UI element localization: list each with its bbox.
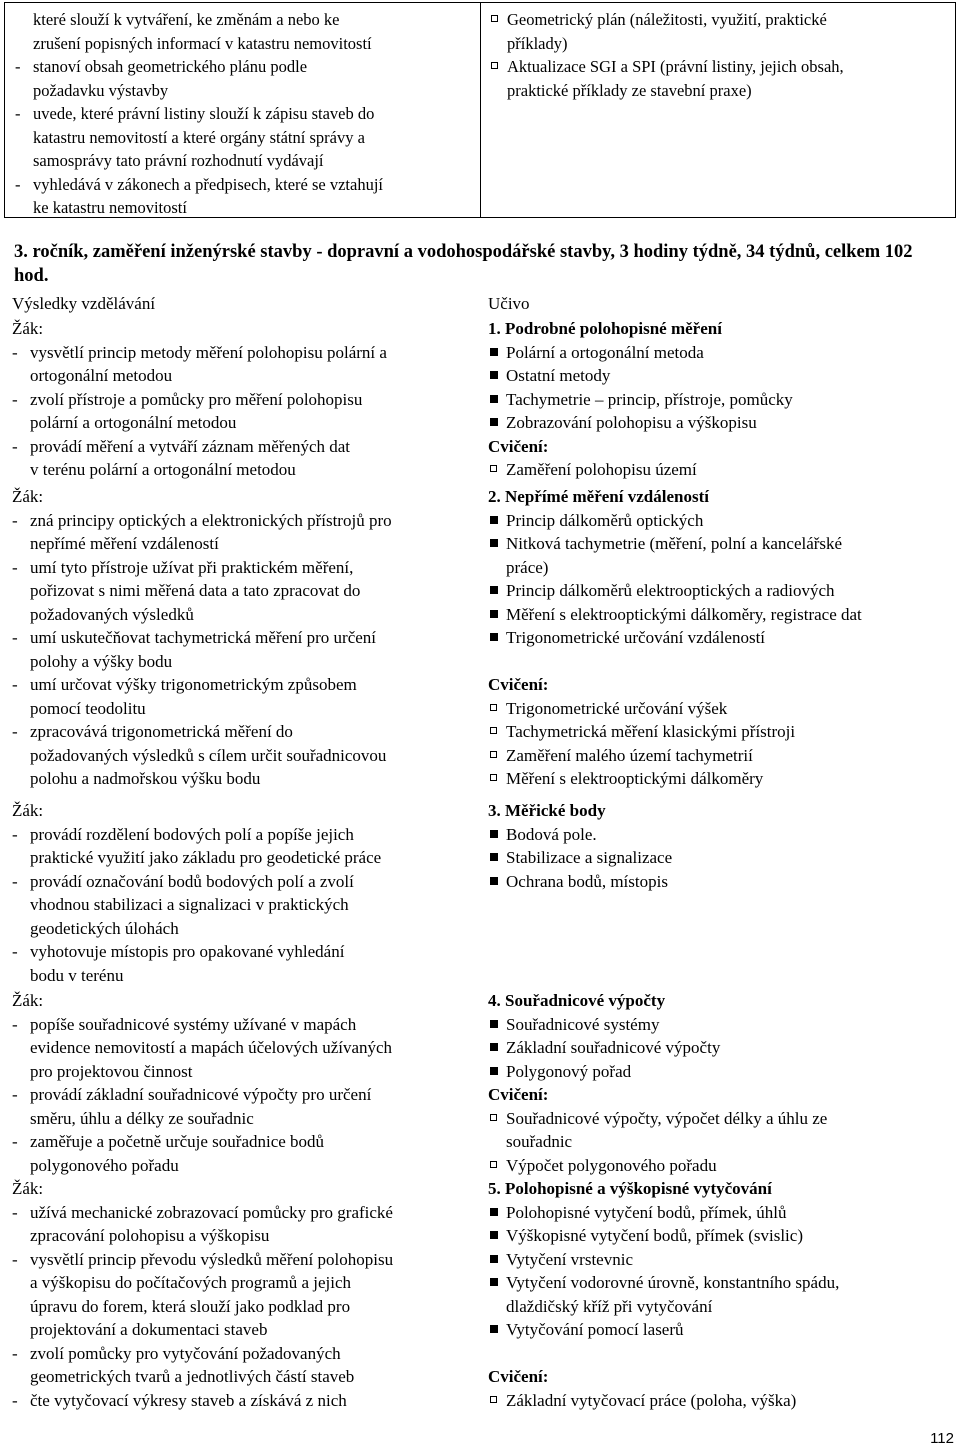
outcome-line bbox=[15, 102, 480, 126]
topic-title: 2. Nepřímé měření vzdáleností bbox=[488, 487, 709, 506]
curriculum-item bbox=[488, 1013, 950, 1037]
outcome-line-text: uvede, které právní listiny slouží k zápisu staveb do bbox=[33, 104, 375, 123]
curriculum-item bbox=[488, 823, 950, 847]
page-number: 112 bbox=[930, 1430, 954, 1447]
outcome-line: směru, úhlu a délky ze souřadnic bbox=[30, 1108, 254, 1128]
outcome-line bbox=[15, 55, 480, 79]
outcomes-group bbox=[12, 317, 480, 482]
curriculum-item bbox=[488, 697, 950, 721]
outcome-line: požadovaných výsledků s cílem určit souřadnicovou bbox=[30, 745, 387, 765]
curriculum-item bbox=[488, 1154, 950, 1178]
curriculum-item bbox=[488, 388, 950, 412]
previous-table-end bbox=[4, 2, 956, 218]
list-dash: - bbox=[12, 389, 18, 409]
exercise-label: Cvičení: bbox=[488, 1367, 549, 1386]
outcome-line-text: zná principy optických a elektronických přístrojů pro bbox=[30, 510, 392, 530]
list-dash: - bbox=[15, 174, 21, 194]
square-bullet-icon bbox=[488, 1013, 506, 1037]
curriculum-item-text: Vytyčení vodorovné úrovně, konstantního spádu, bbox=[506, 1273, 840, 1292]
curriculum-item bbox=[488, 1107, 950, 1131]
outcome-line bbox=[12, 940, 480, 964]
outcome-line-text: užívá mechanické zobrazovací pomůcky pro grafické bbox=[30, 1202, 393, 1222]
outcome-line bbox=[12, 1342, 480, 1366]
list-dash: - bbox=[12, 824, 18, 844]
curriculum-item bbox=[488, 579, 950, 603]
outcome-line: polygonového pořadu bbox=[30, 1155, 179, 1175]
curriculum-item bbox=[488, 458, 950, 482]
curriculum-item-text: Výškopisné vytyčení bodů, přímek (svislic) bbox=[506, 1226, 803, 1245]
square-bullet-icon bbox=[488, 626, 506, 650]
list-dash: - bbox=[12, 1343, 18, 1363]
outcome-line bbox=[12, 1083, 480, 1107]
outcome-line: praktické využití jako základu pro geodetické práce bbox=[30, 848, 382, 867]
curriculum-item-text: Polární a ortogonální metoda bbox=[506, 342, 704, 362]
outcome-line-text: zpracovává trigonometrická měření do bbox=[30, 722, 293, 741]
exercise-label: Cvičení: bbox=[488, 436, 549, 456]
curriculum-item-text: Zobrazování polohopisu a výškopisu bbox=[506, 413, 757, 432]
square-bullet-icon bbox=[488, 364, 506, 388]
student-label: Žák: bbox=[12, 801, 44, 820]
outcome-line: zpracování polohopisu a výškopisu bbox=[30, 1226, 270, 1245]
outcome-line: které slouží k vytváření, ke změnám a nebo ke bbox=[33, 10, 340, 29]
curriculum-item bbox=[488, 1201, 950, 1225]
curriculum-item-text: příklady) bbox=[507, 33, 568, 53]
curriculum-item-text: Měření s elektrooptickými dálkoměry bbox=[506, 769, 764, 788]
curriculum-item-text: Výpočet polygonového pořadu bbox=[506, 1155, 717, 1175]
curriculum-item bbox=[488, 364, 950, 388]
hollow-square-bullet-icon bbox=[488, 1389, 506, 1413]
hollow-square-bullet-icon bbox=[489, 8, 507, 32]
square-bullet-icon bbox=[488, 823, 506, 847]
curriculum-item-text: Tachymetrická měření klasickými přístroji bbox=[506, 722, 796, 741]
outcome-line-text: zvolí přístroje a pomůcky pro měření polohopisu bbox=[30, 389, 363, 409]
square-bullet-icon bbox=[488, 509, 506, 533]
outcome-line: polohy a výšky bodu bbox=[30, 651, 173, 671]
curriculum-item-text: dlaždičský kříž při vytyčování bbox=[506, 1296, 713, 1316]
list-dash: - bbox=[12, 942, 18, 961]
outcome-line-text: umí tyto přístroje užívat při praktickém měření, bbox=[30, 557, 354, 577]
curriculum-item-text: Souřadnicové výpočty, výpočet délky a úhlu ze bbox=[506, 1108, 828, 1128]
column-header-curriculum: Učivo bbox=[488, 294, 530, 313]
exercise-label: Cvičení: bbox=[488, 675, 549, 694]
square-bullet-icon bbox=[488, 388, 506, 412]
curriculum-item bbox=[488, 1224, 950, 1248]
outcome-line bbox=[12, 556, 480, 580]
curriculum-item-text: Souřadnicové systémy bbox=[506, 1014, 660, 1034]
curriculum-item bbox=[488, 556, 950, 580]
outcome-line bbox=[12, 341, 480, 365]
curriculum-item bbox=[488, 509, 950, 533]
outcome-line-text: vyhotovuje místopis pro opakované vyhledání bbox=[30, 942, 345, 961]
outcome-line: pořizovat s nimi měřená data a tato zpracovat do bbox=[30, 581, 361, 600]
curriculum-item-text: Ochrana bodů, místopis bbox=[506, 871, 668, 891]
curriculum-item-text: praktické příklady ze stavební praxe) bbox=[507, 80, 752, 100]
outcome-line-text: provádí označování bodů bodových polí a zvolí bbox=[30, 871, 354, 891]
curriculum-item bbox=[488, 1060, 950, 1084]
indent bbox=[489, 79, 507, 103]
square-bullet-icon bbox=[488, 1201, 506, 1225]
curriculum-item-text: Trigonometrické určování vzdáleností bbox=[506, 628, 766, 647]
list-dash: - bbox=[12, 557, 18, 577]
curriculum-item-text: Měření s elektrooptickými dálkoměry, registrace dat bbox=[506, 604, 862, 624]
curriculum-item bbox=[488, 1318, 950, 1342]
list-dash: - bbox=[12, 436, 18, 456]
curriculum-item-text: Bodová pole. bbox=[506, 824, 597, 844]
outcome-line: ortogonální metodou bbox=[30, 366, 173, 385]
outcome-line-text: popíše souřadnicové systémy užívané v mapách bbox=[30, 1014, 357, 1034]
outcome-line-text: čte vytyčovací výkresy staveb a získává z nich bbox=[30, 1390, 347, 1410]
student-label: Žák: bbox=[12, 1179, 44, 1198]
list-dash: - bbox=[12, 1390, 18, 1410]
curriculum-item bbox=[488, 720, 950, 744]
list-dash: - bbox=[12, 1249, 18, 1269]
curriculum-group bbox=[488, 1177, 950, 1412]
outcome-line: pomocí teodolitu bbox=[30, 698, 146, 718]
hollow-square-bullet-icon bbox=[488, 720, 506, 744]
square-bullet-icon bbox=[488, 1036, 506, 1060]
top-right-cell bbox=[481, 3, 955, 217]
curriculum-item bbox=[488, 1036, 950, 1060]
list-dash: - bbox=[12, 722, 18, 741]
list-dash: - bbox=[12, 1014, 18, 1034]
outcome-line bbox=[12, 720, 480, 744]
square-bullet-icon bbox=[488, 1271, 506, 1295]
outcome-line bbox=[15, 173, 480, 197]
curriculum-item-text: Polohopisné vytyčení bodů, přímek, úhlů bbox=[506, 1202, 787, 1222]
list-dash: - bbox=[12, 510, 18, 530]
outcome-line: nepřímé měření vzdáleností bbox=[30, 534, 219, 553]
curriculum-item-text: Stabilizace a signalizace bbox=[506, 848, 673, 867]
curriculum-item bbox=[488, 744, 950, 768]
outcome-line bbox=[12, 1389, 480, 1413]
outcome-line: vhodnou stabilizaci a signalizaci v praktických bbox=[30, 895, 349, 914]
list-dash: - bbox=[12, 628, 18, 647]
outcome-line: geometrických tvarů a jednotlivých částí staveb bbox=[30, 1367, 355, 1386]
outcome-line: v terénu polární a ortogonální metodou bbox=[30, 460, 296, 479]
outcome-line-text: provádí rozdělení bodových polí a popíše jejich bbox=[30, 824, 354, 844]
curriculum-group bbox=[488, 799, 950, 893]
outcome-line: geodetických úlohách bbox=[30, 918, 179, 938]
outcome-line: projektování a dokumentaci staveb bbox=[30, 1320, 268, 1339]
indent bbox=[488, 1130, 506, 1154]
outcome-line: a výškopisu do počítačových programů a jejich bbox=[30, 1273, 352, 1292]
list-dash: - bbox=[15, 57, 21, 76]
curriculum-item bbox=[488, 1295, 950, 1319]
outcome-line-text: vysvětlí princip převodu výsledků měření polohopisu bbox=[30, 1249, 394, 1269]
curriculum-item bbox=[488, 1389, 950, 1413]
square-bullet-icon bbox=[488, 1248, 506, 1272]
list-dash: - bbox=[12, 1202, 18, 1222]
hollow-square-bullet-icon bbox=[488, 697, 506, 721]
curriculum-item bbox=[489, 79, 955, 103]
outcome-line bbox=[12, 1201, 480, 1225]
curriculum-group bbox=[488, 485, 950, 791]
indent bbox=[489, 32, 507, 56]
outcome-line-text: umí uskutečňovat tachymetrická měření pro určení bbox=[30, 628, 377, 647]
curriculum-item bbox=[488, 767, 950, 791]
outcomes-group bbox=[12, 1177, 480, 1412]
indent bbox=[488, 556, 506, 580]
curriculum-item-text: Vytyčení vrstevnic bbox=[506, 1249, 633, 1269]
curriculum-item bbox=[488, 1130, 950, 1154]
curriculum-item bbox=[488, 846, 950, 870]
outcome-line bbox=[12, 1248, 480, 1272]
student-label: Žák: bbox=[12, 991, 44, 1010]
curriculum-item-text: Nitková tachymetrie (měření, polní a kancelářské bbox=[506, 534, 843, 553]
square-bullet-icon bbox=[488, 870, 506, 894]
square-bullet-icon bbox=[488, 532, 506, 556]
outcome-line: samosprávy tato právní rozhodnutí vydávají bbox=[33, 151, 324, 170]
curriculum-item bbox=[488, 1271, 950, 1295]
curriculum-item-text: Trigonometrické určování výšek bbox=[506, 698, 728, 718]
outcome-line bbox=[12, 1130, 480, 1154]
hollow-square-bullet-icon bbox=[488, 744, 506, 768]
outcome-line: polohu a nadmořskou výšku bodu bbox=[30, 769, 261, 788]
section-heading: 3. ročník, zaměření inženýrské stavby - dopravní a vodohospodářské stavby, 3 hodiny týdně, 34 týdnů, celkem 102 hod. bbox=[14, 242, 913, 286]
square-bullet-icon bbox=[488, 341, 506, 365]
outcome-line-text: zvolí pomůcky pro vytyčování požadovaných bbox=[30, 1343, 341, 1363]
curriculum-item bbox=[488, 1248, 950, 1272]
square-bullet-icon bbox=[488, 1060, 506, 1084]
curriculum-item-text: souřadnic bbox=[506, 1132, 573, 1151]
list-dash: - bbox=[12, 1132, 18, 1151]
curriculum-item-text: Zaměření polohopisu území bbox=[506, 460, 697, 479]
outcome-line: požadavku výstavby bbox=[33, 80, 169, 100]
square-bullet-icon bbox=[488, 603, 506, 627]
curriculum-item bbox=[488, 870, 950, 894]
topic-title: 4. Souřadnicové výpočty bbox=[488, 991, 666, 1010]
outcome-line: katastru nemovitostí a které orgány státní správy a bbox=[33, 127, 365, 147]
outcomes-group bbox=[12, 799, 480, 987]
curriculum-item-text: Ostatní metody bbox=[506, 366, 611, 385]
hollow-square-bullet-icon bbox=[488, 1107, 506, 1131]
curriculum-item bbox=[488, 341, 950, 365]
square-bullet-icon bbox=[488, 1224, 506, 1248]
curriculum-item-text: Základní souřadnicové výpočty bbox=[506, 1038, 721, 1057]
outcome-line: požadovaných výsledků bbox=[30, 604, 194, 624]
outcome-line: pro projektovou činnost bbox=[30, 1061, 193, 1081]
hollow-square-bullet-icon bbox=[489, 55, 507, 79]
square-bullet-icon bbox=[488, 1318, 506, 1342]
outcome-line bbox=[12, 1013, 480, 1037]
square-bullet-icon bbox=[488, 846, 506, 870]
outcome-line: polární a ortogonální metodou bbox=[30, 413, 237, 432]
top-left-cell bbox=[5, 3, 481, 217]
list-dash: - bbox=[12, 871, 18, 891]
hollow-square-bullet-icon bbox=[488, 767, 506, 791]
list-dash: - bbox=[15, 104, 21, 123]
outcome-line bbox=[12, 626, 480, 650]
list-dash: - bbox=[12, 1085, 18, 1104]
curriculum-item bbox=[488, 626, 950, 650]
hollow-square-bullet-icon bbox=[488, 1154, 506, 1178]
student-label: Žák: bbox=[12, 319, 44, 338]
curriculum-item-text: Tachymetrie – princip, přístroje, pomůcky bbox=[506, 389, 793, 409]
curriculum-item-text: Aktualizace SGI a SPI (právní listiny, jejich obsah, bbox=[507, 57, 844, 76]
outcomes-group bbox=[12, 989, 480, 1177]
curriculum-group bbox=[488, 317, 950, 482]
curriculum-item bbox=[489, 55, 955, 79]
topic-title: 3. Měřické body bbox=[488, 801, 606, 820]
curriculum-item-text: Vytyčování pomocí laserů bbox=[506, 1320, 684, 1339]
curriculum-item bbox=[489, 32, 955, 56]
outcome-line: zrušení popisných informací v katastru nemovitostí bbox=[33, 33, 372, 53]
outcome-line: bodu v terénu bbox=[30, 965, 124, 985]
curriculum-item bbox=[489, 8, 955, 32]
curriculum-item-text: práce) bbox=[506, 557, 549, 577]
outcome-line-text: stanoví obsah geometrického plánu podle bbox=[33, 57, 308, 76]
student-label: Žák: bbox=[12, 487, 44, 506]
outcome-line bbox=[12, 673, 480, 697]
curriculum-item-text: Geometrický plán (náležitosti, využití, praktické bbox=[507, 10, 827, 29]
outcomes-group bbox=[12, 485, 480, 791]
outcome-line-text: vyhledává v zákonech a předpisech, které se vztahují bbox=[33, 174, 384, 194]
list-dash: - bbox=[12, 675, 18, 694]
topic-title: 5. Polohopisné a výškopisné vytyčování bbox=[488, 1179, 772, 1198]
outcome-line-text: provádí základní souřadnicové výpočty pro určení bbox=[30, 1085, 372, 1104]
list-dash: - bbox=[12, 342, 18, 362]
indent bbox=[488, 1295, 506, 1319]
outcome-line-text: umí určovat výšky trigonometrickým způsobem bbox=[30, 675, 357, 694]
outcome-line: ke katastru nemovitostí bbox=[33, 198, 187, 217]
outcome-line: úpravu do forem, která slouží jako podklad pro bbox=[30, 1296, 351, 1316]
column-header-outcomes: Výsledky vzdělávání bbox=[12, 294, 156, 313]
outcome-line bbox=[12, 870, 480, 894]
curriculum-item-text: Princip dálkoměrů optických bbox=[506, 510, 704, 530]
curriculum-item-text: Princip dálkoměrů elektrooptických a radiových bbox=[506, 581, 835, 600]
outcome-line: evidence nemovitostí a mapách účelových užívaných bbox=[30, 1038, 393, 1057]
curriculum-item-text: Základní vytyčovací práce (poloha, výška) bbox=[506, 1390, 797, 1410]
curriculum-group bbox=[488, 989, 950, 1177]
curriculum-item bbox=[488, 411, 950, 435]
outcome-line bbox=[12, 509, 480, 533]
curriculum-item bbox=[488, 532, 950, 556]
spacer bbox=[488, 1342, 950, 1366]
outcome-line-text: vysvětlí princip metody měření polohopisu polární a bbox=[30, 342, 387, 362]
exercise-label: Cvičení: bbox=[488, 1085, 549, 1104]
topic-title: 1. Podrobné polohopisné měření bbox=[488, 319, 722, 338]
curriculum-item-text: Polygonový pořad bbox=[506, 1061, 632, 1081]
hollow-square-bullet-icon bbox=[488, 458, 506, 482]
spacer bbox=[488, 650, 950, 674]
curriculum-item-text: Zaměření malého území tachymetrií bbox=[506, 745, 753, 765]
outcome-line bbox=[12, 388, 480, 412]
square-bullet-icon bbox=[488, 411, 506, 435]
outcome-line-text: provádí měření a vytváří záznam měřených dat bbox=[30, 436, 351, 456]
curriculum-item bbox=[488, 603, 950, 627]
outcome-line-text: zaměřuje a početně určuje souřadnice bodů bbox=[30, 1132, 325, 1151]
square-bullet-icon bbox=[488, 579, 506, 603]
outcome-line bbox=[12, 435, 480, 459]
outcome-line bbox=[12, 823, 480, 847]
